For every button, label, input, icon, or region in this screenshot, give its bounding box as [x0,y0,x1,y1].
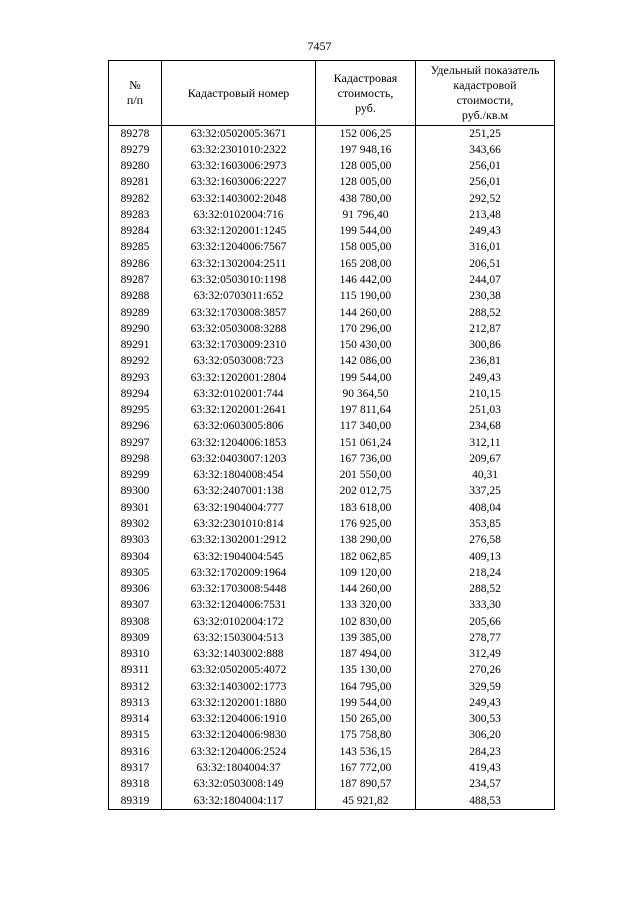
cell-row-number: 89284 [109,224,162,240]
cell-cadastral-number: 63:32:0503008:149 [162,777,316,793]
cell-row-number: 89288 [109,289,162,305]
cell-cadastral-number: 63:32:1204006:1853 [162,435,316,451]
cell-row-number: 89301 [109,500,162,516]
table-row [109,419,555,435]
cell-cadastral-cost: 117 340,00 [316,419,416,435]
table-row [109,207,555,223]
header-specific-indicator-line: кадастровой [453,78,517,92]
cell-row-number: 89296 [109,419,162,435]
cell-cadastral-cost: 135 130,00 [316,663,416,679]
cell-cadastral-number: 63:32:1202001:2804 [162,370,316,386]
cell-specific-indicator: 343,66 [416,142,555,158]
table-row [109,175,555,191]
table-row [109,159,555,175]
table-row [109,451,555,467]
cell-row-number: 89302 [109,516,162,532]
header-specific-indicator-line: руб./кв.м [461,108,509,122]
cell-row-number: 89318 [109,777,162,793]
cell-row-number: 89304 [109,549,162,565]
cell-row-number: 89314 [109,712,162,728]
cell-cadastral-cost: 199 544,00 [316,695,416,711]
table-row [109,663,555,679]
table-row [109,565,555,581]
cell-row-number: 89291 [109,337,162,353]
cell-specific-indicator: 316,01 [416,240,555,256]
cell-cadastral-number: 63:32:1703009:2310 [162,337,316,353]
cell-cadastral-cost: 187 890,57 [316,777,416,793]
cell-cadastral-number: 63:32:0503008:3288 [162,321,316,337]
cell-cadastral-cost: 152 006,25 [316,126,416,143]
header-cadastral-number: Кадастровый номер [162,61,316,126]
cell-row-number: 89312 [109,679,162,695]
cell-cadastral-cost: 102 830,00 [316,614,416,630]
cell-row-number: 89310 [109,647,162,663]
cell-specific-indicator: 278,77 [416,630,555,646]
cell-specific-indicator: 249,43 [416,695,555,711]
page-number: 7457 [307,39,332,53]
cell-cadastral-cost: 91 796,40 [316,207,416,223]
cell-specific-indicator: 251,25 [416,126,555,143]
table-header-row [109,61,555,126]
cell-cadastral-number: 63:32:1703008:3857 [162,305,316,321]
cell-specific-indicator: 409,13 [416,549,555,565]
cell-cadastral-cost: 146 442,00 [316,272,416,288]
table-row [109,468,555,484]
cell-cadastral-number: 63:32:1204006:2524 [162,744,316,760]
cell-specific-indicator: 292,52 [416,191,555,207]
table-row [109,533,555,549]
cell-specific-indicator: 337,25 [416,484,555,500]
table-row [109,240,555,256]
cell-cadastral-number: 63:32:1204006:7531 [162,598,316,614]
cell-specific-indicator: 329,59 [416,679,555,695]
cell-row-number: 89292 [109,354,162,370]
header-cadastral-cost-line: Кадастровая [333,70,398,85]
cell-specific-indicator: 270,26 [416,663,555,679]
cell-specific-indicator: 312,11 [416,435,555,451]
cell-cadastral-number: 63:32:1202001:1880 [162,695,316,711]
cell-specific-indicator: 300,86 [416,337,555,353]
table-row [109,614,555,630]
table-row [109,695,555,711]
table-row [109,793,555,810]
cell-specific-indicator: 234,68 [416,419,555,435]
cell-row-number: 89319 [109,793,162,810]
header-cadastral-cost-line: руб. [355,100,376,115]
table-row [109,256,555,272]
cell-cadastral-cost: 144 260,00 [316,305,416,321]
table-row [109,712,555,728]
cell-row-number: 89290 [109,321,162,337]
cell-cadastral-cost: 142 086,00 [316,354,416,370]
cell-row-number: 89300 [109,484,162,500]
cell-cadastral-cost: 139 385,00 [316,630,416,646]
cell-cadastral-number: 63:32:1204006:9830 [162,728,316,744]
cell-cadastral-number: 63:32:0502005:4072 [162,663,316,679]
cell-cadastral-number: 63:32:1603006:2973 [162,159,316,175]
cell-cadastral-cost: 438 780,00 [316,191,416,207]
cell-row-number: 89297 [109,435,162,451]
cell-specific-indicator: 251,03 [416,403,555,419]
table-row [109,224,555,240]
cell-cadastral-cost: 150 265,00 [316,712,416,728]
cell-cadastral-cost: 167 772,00 [316,760,416,776]
cell-cadastral-cost: 165 208,00 [316,256,416,272]
cell-cadastral-number: 63:32:1302004:2511 [162,256,316,272]
cell-cadastral-number: 63:32:0403007:1203 [162,451,316,467]
cell-specific-indicator: 210,15 [416,386,555,402]
cell-cadastral-cost: 164 795,00 [316,679,416,695]
cell-cadastral-number: 63:32:0102004:172 [162,614,316,630]
cell-cadastral-cost: 158 005,00 [316,240,416,256]
cell-cadastral-cost: 151 061,24 [316,435,416,451]
cell-row-number: 89315 [109,728,162,744]
cell-cadastral-cost: 150 430,00 [316,337,416,353]
cell-row-number: 89280 [109,159,162,175]
cell-specific-indicator: 244,07 [416,272,555,288]
cell-cadastral-number: 63:32:1503004:513 [162,630,316,646]
cell-cadastral-number: 63:32:0603005:806 [162,419,316,435]
cell-row-number: 89295 [109,403,162,419]
cell-row-number: 89285 [109,240,162,256]
table-row [109,289,555,305]
table-row [109,321,555,337]
cell-specific-indicator: 408,04 [416,500,555,516]
cell-specific-indicator: 256,01 [416,175,555,191]
table-row [109,516,555,532]
cell-cadastral-cost: 143 536,15 [316,744,416,760]
cell-specific-indicator: 230,38 [416,289,555,305]
table-row [109,272,555,288]
cell-specific-indicator: 306,20 [416,728,555,744]
table-row [109,744,555,760]
cell-specific-indicator: 488,53 [416,793,555,810]
cell-cadastral-number: 63:32:2301010:2322 [162,142,316,158]
cell-row-number: 89289 [109,305,162,321]
cell-cadastral-cost: 197 948,16 [316,142,416,158]
cell-cadastral-cost: 167 736,00 [316,451,416,467]
cell-row-number: 89307 [109,598,162,614]
table-row [109,581,555,597]
cell-cadastral-cost: 202 012,75 [316,484,416,500]
cell-cadastral-number: 63:32:1904004:777 [162,500,316,516]
cell-row-number: 89281 [109,175,162,191]
cell-specific-indicator: 256,01 [416,159,555,175]
cell-cadastral-cost: 45 921,82 [316,793,416,810]
cell-row-number: 89313 [109,695,162,711]
cell-cadastral-number: 63:32:0703011:652 [162,289,316,305]
cell-cadastral-cost: 182 062,85 [316,549,416,565]
cell-cadastral-number: 63:32:1804004:117 [162,793,316,810]
cell-row-number: 89316 [109,744,162,760]
cell-cadastral-number: 63:32:0503010:1198 [162,272,316,288]
cell-cadastral-cost: 197 811,64 [316,403,416,419]
cell-cadastral-number: 63:32:1804004:37 [162,760,316,776]
cell-specific-indicator: 288,52 [416,581,555,597]
cell-row-number: 89303 [109,533,162,549]
cell-row-number: 89294 [109,386,162,402]
header-row-number-line: № [129,78,141,92]
table-row [109,484,555,500]
table-row [109,760,555,776]
cell-cadastral-cost: 115 190,00 [316,289,416,305]
cadastral-value-table [108,60,555,810]
cell-cadastral-cost: 90 364,50 [316,386,416,402]
header-row-number-line: п/п [126,93,144,107]
cell-row-number: 89311 [109,663,162,679]
header-cadastral-cost [316,61,416,126]
cell-row-number: 89317 [109,760,162,776]
cell-specific-indicator: 234,57 [416,777,555,793]
cell-cadastral-number: 63:32:0102004:716 [162,207,316,223]
cell-cadastral-cost: 187 494,00 [316,647,416,663]
cell-cadastral-cost: 144 260,00 [316,581,416,597]
header-specific-indicator-line: Удельный показатель [430,63,540,77]
cell-cadastral-number: 63:32:1302001:2912 [162,533,316,549]
cell-row-number: 89283 [109,207,162,223]
table-row [109,679,555,695]
cell-cadastral-number: 63:32:2301010:814 [162,516,316,532]
cell-specific-indicator: 300,53 [416,712,555,728]
table-row [109,647,555,663]
cell-cadastral-cost: 201 550,00 [316,468,416,484]
cell-cadastral-number: 63:32:1702009:1964 [162,565,316,581]
header-cadastral-cost-line: стоимость, [337,85,394,100]
cell-cadastral-cost: 128 005,00 [316,159,416,175]
cell-cadastral-number: 63:32:1403002:2048 [162,191,316,207]
cell-specific-indicator: 333,30 [416,598,555,614]
cell-specific-indicator: 40,31 [416,468,555,484]
cell-specific-indicator: 213,48 [416,207,555,223]
table-row [109,305,555,321]
header-row-number [109,61,162,126]
cell-cadastral-number: 63:32:0503008:723 [162,354,316,370]
cell-row-number: 89287 [109,272,162,288]
cell-specific-indicator: 205,66 [416,614,555,630]
header-specific-indicator-line: стоимости, [456,93,514,107]
cell-row-number: 89305 [109,565,162,581]
cell-cadastral-cost: 199 544,00 [316,224,416,240]
cell-row-number: 89279 [109,142,162,158]
cell-cadastral-cost: 175 758,80 [316,728,416,744]
cell-cadastral-cost: 176 925,00 [316,516,416,532]
cell-specific-indicator: 206,51 [416,256,555,272]
cell-row-number: 89286 [109,256,162,272]
cell-cadastral-number: 63:32:1204006:1910 [162,712,316,728]
header-specific-indicator [416,61,555,126]
table-row [109,435,555,451]
cell-cadastral-cost: 109 120,00 [316,565,416,581]
table-row [109,728,555,744]
cell-row-number: 89308 [109,614,162,630]
cell-specific-indicator: 419,43 [416,760,555,776]
cell-cadastral-number: 63:32:1703008:5448 [162,581,316,597]
cell-specific-indicator: 249,43 [416,224,555,240]
table-row [109,337,555,353]
cell-specific-indicator: 212,87 [416,321,555,337]
cell-cadastral-number: 63:32:2407001:138 [162,484,316,500]
table-row [109,500,555,516]
cell-row-number: 89309 [109,630,162,646]
cell-cadastral-number: 63:32:1603006:2227 [162,175,316,191]
cell-cadastral-number: 63:32:1904004:545 [162,549,316,565]
cell-specific-indicator: 236,81 [416,354,555,370]
table-row [109,777,555,793]
cell-cadastral-cost: 199 544,00 [316,370,416,386]
cell-row-number: 89293 [109,370,162,386]
cell-specific-indicator: 276,58 [416,533,555,549]
cell-specific-indicator: 249,43 [416,370,555,386]
cell-cadastral-number: 63:32:1202001:2641 [162,403,316,419]
cell-row-number: 89278 [109,126,162,143]
table-row [109,598,555,614]
cell-specific-indicator: 209,67 [416,451,555,467]
cell-row-number: 89299 [109,468,162,484]
cell-cadastral-number: 63:32:1403002:888 [162,647,316,663]
table-row [109,403,555,419]
cell-cadastral-number: 63:32:0502005:3671 [162,126,316,143]
table-row [109,354,555,370]
table-row [109,191,555,207]
cell-row-number: 89306 [109,581,162,597]
cell-specific-indicator: 353,85 [416,516,555,532]
cell-cadastral-number: 63:32:1804008:454 [162,468,316,484]
cell-cadastral-number: 63:32:0102001:744 [162,386,316,402]
table-row [109,126,555,143]
cell-cadastral-number: 63:32:1202001:1245 [162,224,316,240]
cell-cadastral-cost: 183 618,00 [316,500,416,516]
cell-specific-indicator: 312,49 [416,647,555,663]
cell-cadastral-cost: 170 296,00 [316,321,416,337]
cell-cadastral-number: 63:32:1403002:1773 [162,679,316,695]
cell-cadastral-cost: 138 290,00 [316,533,416,549]
table-row [109,549,555,565]
cell-specific-indicator: 218,24 [416,565,555,581]
cell-specific-indicator: 288,52 [416,305,555,321]
cell-cadastral-cost: 133 320,00 [316,598,416,614]
table-body [109,126,555,810]
cell-row-number: 89298 [109,451,162,467]
cell-row-number: 89282 [109,191,162,207]
table-row [109,142,555,158]
table-row [109,630,555,646]
table-row [109,370,555,386]
cell-cadastral-cost: 128 005,00 [316,175,416,191]
cell-specific-indicator: 284,23 [416,744,555,760]
table-row [109,386,555,402]
cell-cadastral-number: 63:32:1204006:7567 [162,240,316,256]
